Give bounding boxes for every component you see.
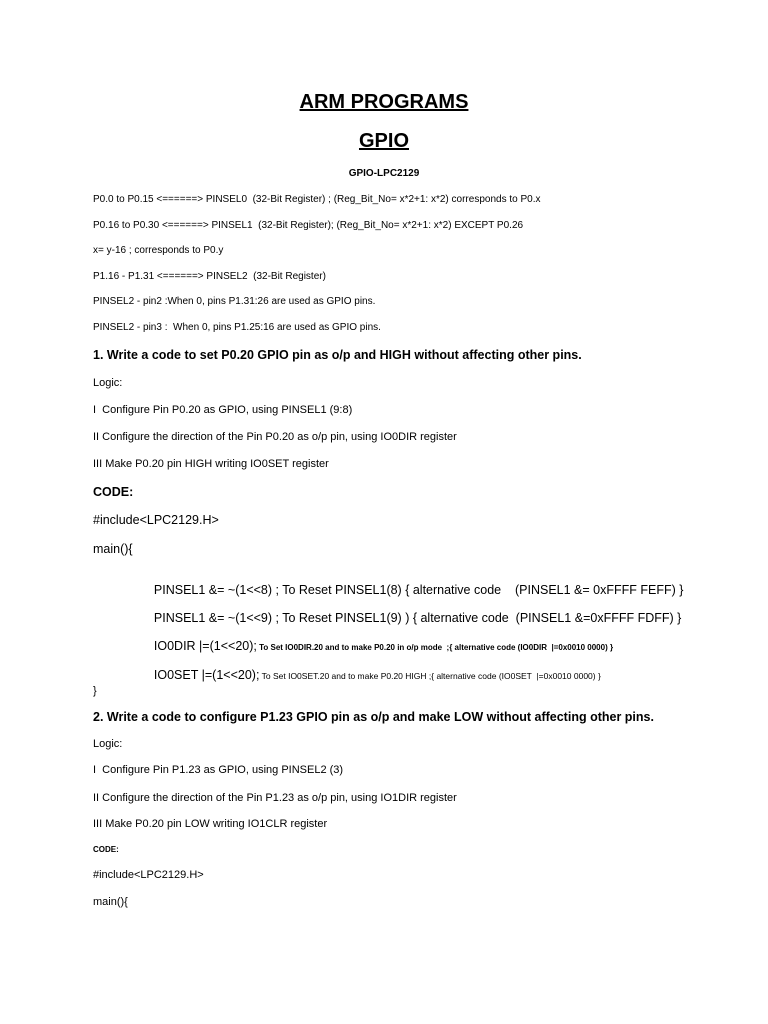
logic-step: I Configure Pin P1.23 as GPIO, using PINSEL2 (3) [93,764,344,776]
intro-line: PINSEL2 - pin2 :When 0, pins P1.31:26 are used as GPIO pins. [93,296,376,307]
question-2: 2. Write a code to configure P1.23 GPIO pin as o/p and make LOW without affecting other pins. [93,710,654,724]
code-main-open: main(){ [93,896,128,908]
logic-step: III Make P0.20 pin HIGH writing IO0SET register [93,458,329,470]
page-title: ARM PROGRAMS [299,91,469,113]
code-statement: IO0SET |=(1<<20); [153,667,260,682]
code-statement: PINSEL1 &= ~(1<<8) ; To Reset PINSEL1(8) { alternative code (PINSEL1 &= 0xFFFF FEFF) } [153,582,684,597]
code-statement: IO0DIR |=(1<<20); [153,638,257,653]
question-1: 1. Write a code to set P0.20 GPIO pin as o/p and HIGH without affecting other pins. [93,348,582,362]
code-main-open: main(){ [93,542,133,556]
code-label: CODE: [93,845,119,854]
page-subtitle: GPIO [358,130,409,152]
intro-line: PINSEL2 - pin3 : When 0, pins P1.25:16 are used as GPIO pins. [93,322,381,333]
code-line [140,656,601,694]
intro-line: P0.0 to P0.15 <======> PINSEL0 (32-Bit Register) ; (Reg_Bit_No= x*2+1: x*2) corresponds to P0.x [93,194,541,205]
logic-label: Logic: [93,377,123,389]
code-main-close: } [93,685,97,697]
code-statement: PINSEL1 &= ~(1<<9) ; To Reset PINSEL1(9) ) { alternative code (PINSEL1 &=0xFFFF FDFF) } [153,610,682,625]
logic-label: Logic: [93,738,123,750]
code-comment: To Set IO0DIR.20 and to make P0.20 in o/p mode ;{ alternative code (IO0DIR |=0x0010 0000) } [256,642,614,652]
logic-step: II Configure the direction of the Pin P0.20 as o/p pin, using IO0DIR register [93,431,457,443]
code-include: #include<LPC2129.H> [93,869,204,881]
section-label: GPIO-LPC2129 [348,168,420,179]
logic-step: I Configure Pin P0.20 as GPIO, using PINSEL1 (9:8) [93,404,353,416]
logic-step: III Make P0.20 pin LOW writing IO1CLR register [93,818,328,830]
intro-line: P0.16 to P0.30 <======> PINSEL1 (32-Bit Register); (Reg_Bit_No= x*2+1: x*2) EXCEPT P0.26 [93,220,524,231]
logic-step: II Configure the direction of the Pin P1.23 as o/p pin, using IO1DIR register [93,792,457,804]
code-comment: To Set IO0SET.20 and to make P0.20 HIGH ;{ alternative code (IO0SET |=0x0010 0000) } [259,670,601,681]
code-label: CODE: [93,485,134,499]
intro-line: x= y-16 ; corresponds to P0.y [93,245,224,256]
code-include: #include<LPC2129.H> [93,513,219,527]
intro-line: P1.16 - P1.31 <======> PINSEL2 (32-Bit Register) [93,271,326,282]
